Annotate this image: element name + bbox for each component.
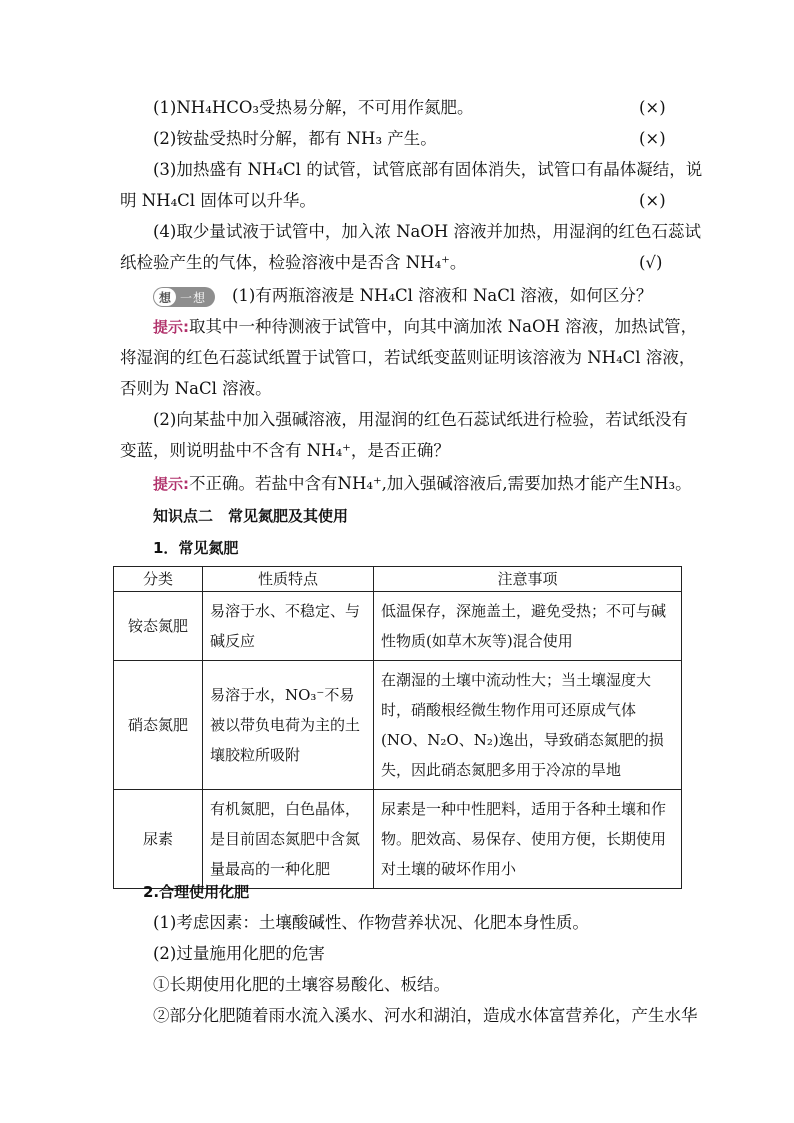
hint-answer-1-line-1 [153,315,697,339]
judge-mark-3: (×) [639,191,666,210]
judge-item-2: (2)铵盐受热时分解，都有 NH₃ 产生。 [153,129,437,148]
table-row [114,790,682,889]
table-cell-category: 尿素 [114,790,203,889]
table-header-row [114,567,682,592]
usage-paragraph-1: (1)考虑因素：土壤酸碱性、作物营养状况、化肥本身性质。 [153,913,589,932]
usage-paragraph-2: (2)过量施用化肥的危害 [153,944,325,963]
think-badge-left: 想 [154,288,176,306]
think-badge-right: 一想 [180,290,207,305]
table-row [114,592,682,661]
judge-item-3: (3)加热盛有 NH₄Cl 的试管，试管底部有固体消失，试管口有晶体凝结，说 [153,160,703,179]
think-badge-icon [153,287,215,307]
table-cell-notes: 尿素是一种中性肥料，适用于各种土壤和作物。肥效高、易保存、使用方便，长期使用对土壤的破坏作用小 [374,790,682,889]
table-cell-properties: 有机氮肥，白色晶体，是目前固态氮肥中含氮量最高的一种化肥 [203,790,374,889]
hint-answer-1-line-3: 否则为 NaCl 溶液。 [120,379,272,398]
judge-mark-4: (√) [639,253,663,272]
table-cell-properties: 易溶于水，NO₃⁻不易被以带负电荷为主的土壤胶粒所吸附 [203,661,374,790]
table-cell-category: 铵态氮肥 [114,592,203,661]
fertilizer-table [113,566,682,889]
table-cell-properties: 易溶于水、不稳定、与碱反应 [203,592,374,661]
judge-mark-1: (×) [639,98,666,117]
hint-answer-2-text: 不正确。若盐中含有NH₄⁺,加入强碱溶液后,需要加热才能产生NH₃。 [189,474,692,493]
table-row [114,661,682,790]
table-header-notes: 注意事项 [374,567,682,592]
table-cell-notes: 低温保存，深施盖土，避免受热；不可与碱性物质(如草木灰等)混合使用 [374,592,682,661]
usage-paragraph-3: ①长期使用化肥的土壤容易酸化、板结。 [153,975,450,994]
judge-item-4: (4)取少量试液于试管中，加入浓 NaOH 溶液并加热，用湿润的红色石蕊试 [153,222,702,241]
section-title: 知识点二 常见氮肥及其使用 [153,507,349,525]
think-question-2-line-1: (2)向某盐中加入强碱溶液，用湿润的红色石蕊试纸进行检验，若试纸没有 [153,410,688,429]
think-question-2-line-2: 变蓝，则说明盐中不含有 NH₄⁺，是否正确？ [120,441,450,460]
judge-item-3-cont: 明 NH₄Cl 固体可以升华。 [120,191,316,210]
table-cell-notes: 在潮湿的土壤中流动性大；当土壤湿度大时，硝酸根经微生物作用可还原成气体(NO、N₂O、N₂)逸出，导致硝态氮肥的损失，因此硝态氮肥多用于冷凉的旱地 [374,661,682,790]
usage-title: 2.合理使用化肥 [143,883,250,901]
section-subtitle-fertilizers: 1．常见氮肥 [153,539,239,557]
judge-item-1: (1)NH₄HCO₃受热易分解，不可用作氮肥。 [153,98,474,117]
table-cell-category: 硝态氮肥 [114,661,203,790]
think-question-1: (1)有两瓶溶液是 NH₄Cl 溶液和 NaCl 溶液，如何区分？ [232,286,653,305]
hint-answer-1-line-2: 将湿润的红色石蕊试纸置于试管口，若试纸变蓝则证明该溶液为 NH₄Cl 溶液， [120,348,696,367]
hint-label: 提示: [153,318,189,336]
judge-mark-2: (×) [639,129,666,148]
hint-label-2: 提示: [153,475,189,493]
judge-item-4-cont: 纸检验产生的气体，检验溶液中是否含 NH₄⁺。 [120,253,467,272]
table-header-category: 分类 [114,567,203,592]
table-header-properties: 性质特点 [203,567,374,592]
hint-answer-2 [153,472,692,496]
usage-paragraph-4: ②部分化肥随着雨水流入溪水、河水和湖泊，造成水体富营养化，产生水华 [153,1006,698,1025]
hint-answer-1-text: 取其中一种待测液于试管中，向其中滴加浓 NaOH 溶液，加热试管， [189,317,698,336]
